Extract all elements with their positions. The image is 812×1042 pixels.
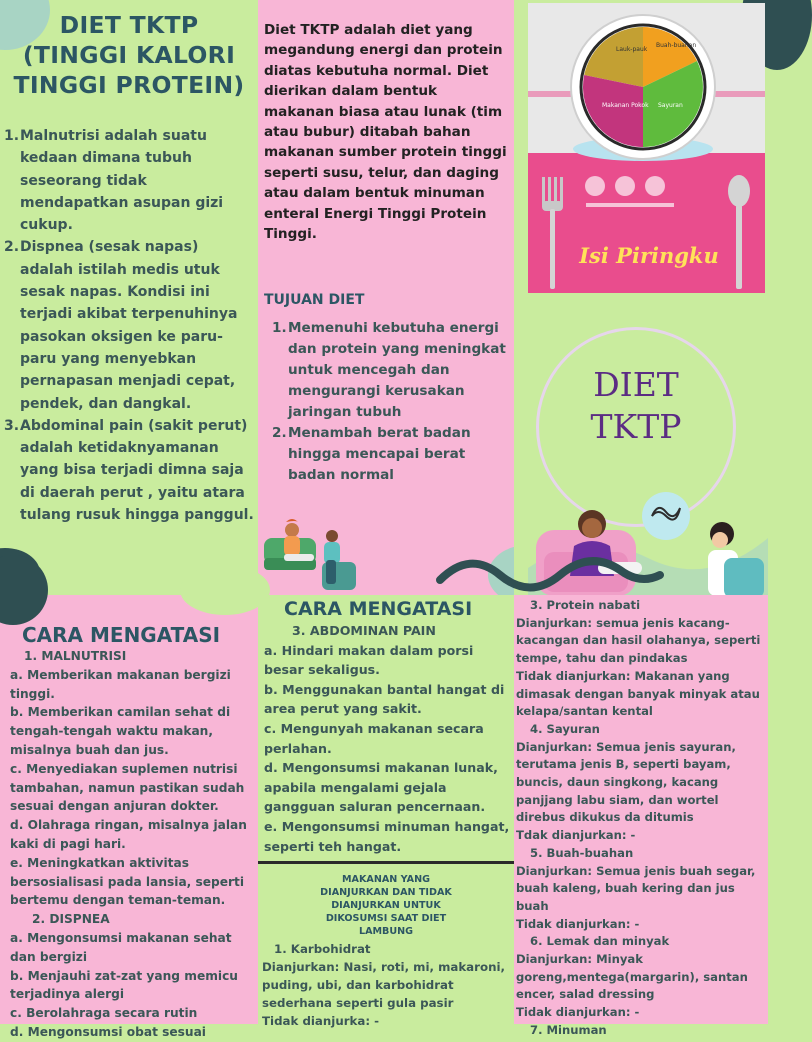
list-item: d. Mengonsumsi makanan lunak, apabila mengalami gejala gangguan saluran pencernaan. [264,760,498,815]
divider [258,861,514,864]
heading-line: DIKOSUMSI SAAT DIET [325,913,447,924]
list-item: Tdak dianjurkan: - [516,828,636,843]
list-item: a. Memberikan makanan bergizi tinggi. [10,667,231,701]
list-item: Tidak dianjurkan: Makanan yang dimasak dengan banyak minyak atau kelapa/santan kental [516,668,760,719]
cara-list [264,621,510,856]
list-item: b. Menggunakan bantal hangat di area perut yang sakit. [264,681,505,717]
tujuan-heading: TUJUAN DIET [264,292,365,308]
sub-heading: 5. Buah-buahan [530,845,634,860]
list-item: 1. Malnutrisi adalah suatu kedaan dimana tubuh seseorang tidak mendapatkan asupan gizi cukup. [4,128,224,234]
decorative-wave [440,540,660,600]
definition-list [4,125,256,526]
plate-label: Lauk-pauk [616,46,648,53]
title-line: DIET TKTP [59,11,199,39]
cover-title-line: TKTP [590,407,682,446]
heading-line: MAKANAN YANG [341,874,430,885]
list-item: d. Mengonsumsi obat sesuai [10,1024,206,1039]
plate-label: Makanan Pokok [602,102,649,109]
panel-cover [514,0,768,600]
isi-piringku-poster [528,3,765,293]
list-item: Dianjurkan: Minyak goreng,mentega(margarin), santan encer, salad dressing [516,952,748,1002]
panel-makanan [258,865,514,1028]
decorative-blob [0,555,48,625]
title-line: (TINGGI KALORI [22,41,236,69]
tujuan-list [272,318,512,486]
heading-line: LAMBUNG [358,926,414,937]
panel-makanan-lanjutan [514,595,768,1037]
sub-heading: 1. MALNUTRISI [24,649,127,663]
spoon-icon [724,173,754,291]
list-item: Tidak dianjurkan: - [516,916,640,931]
title-line: TINGGI PROTEIN) [13,71,245,99]
sub-heading: 7. Minuman [530,1022,607,1037]
cover-title-line: DIET [593,365,679,404]
panel-intro [258,0,514,600]
fork-icon [538,173,568,291]
list-item: 3. Abdominal pain (sakit perut) adalah ketidaknyamanan yang bisa terjadi dimna saja di daerah perut , yaitu atara tulang rusuk hingga panggul. [4,417,254,524]
sub-heading: 4. Sayuran [530,721,600,736]
list-item: c. Mengunyah makanan secara perlahan. [264,720,484,756]
isi-piringku-brand: Isi Piringku [579,243,719,268]
section-heading: CARA MENGATASI [22,623,221,647]
list-item: c. Menyediakan suplemen nutrisi tambahan, namun pastikan sudah sesuai dengan anjuran dokter. [10,761,245,814]
makanan-list [516,597,768,1040]
list-item: 2. Menambah berat badan hingga mencapai berat badan normal [272,425,471,483]
panel-definitions [0,0,258,560]
brochure-title [0,10,258,100]
activity-icons [580,171,680,221]
list-item: Dianjurkan: Nasi, roti, mi, makaroni, puding, ubi, dan karbohidrat sederhana seperti gula pasir [262,960,505,1010]
list-item: e. Mengonsumsi minuman hangat, seperti teh hangat. [264,818,510,854]
sub-heading: 3. Protein nabati [530,598,641,612]
list-item: 2. Dispnea (sesak napas) adalah istilah medis utuk sesak napas. Kondisi ini terjadi akibat terpenuhinya pasokan oksigen ke paru-paru yang menyebkan pernapasan menjadi cepat, pendek, dan dangkal. [4,239,238,412]
list-item: b. Memberikan camilan sehat di tengah-tengah waktu makan, misalnya buah dan jus. [10,705,231,757]
section-heading: CARA MENGATASI [284,598,473,620]
list-item: a. Mengonsumsi makanan sehat dan bergizi [10,930,232,964]
list-item: d. Olahraga ringan, misalnya jalan kaki di pagi hari. [10,818,247,851]
counselling-illustration [262,518,362,596]
list-item: Dianjurkan: Semua jenis sayuran, terutama jenis B, seperti bayam, buncis, daun singkong, kacang panjjang labu siam, dan wortel direbus dikukus da ditumis [516,739,736,825]
sub-heading: 1. Karbohidrat [274,942,371,956]
sub-heading: 3. ABDOMINAN PAIN [292,623,436,638]
plate-label: Buah-buahan [656,42,697,49]
list-item: e. Meningkatkan aktivitas bersosialisasi pada lansia, seperti bertemu dengan teman-teman. [10,855,245,908]
cover-title [539,364,733,448]
list-item: 1. Memenuhi kebutuha energi dan protein yang meningkat untuk mencegah dan mengurangi kerusakan jaringan tubuh [272,320,506,420]
makanan-heading [258,873,514,938]
heading-line: DIANJURKAN DAN TIDAK [320,887,452,898]
list-item: c. Berolahraga secara rutin [10,1006,198,1021]
plate-icon [568,9,718,169]
list-item: Dianjurkan: semua jenis kacang-kacangan dan hasil olahanya, seperti tempe, tahu dan pindakas [516,615,761,666]
list-item: b. Menjauhi zat-zat yang memicu terjadinya alergi [10,968,238,1002]
list-item: Tidak dianjurkan: - [516,1005,640,1020]
decorative-blob [180,565,270,615]
heading-line: DIANJURKAN UNTUK [331,900,441,911]
panel-cara-mengatasi-2 [258,595,514,865]
cara-list [10,647,256,1042]
makanan-list [262,940,512,1030]
panel-cara-mengatasi-1 [0,595,258,1039]
list-item: Dianjurkan: Semua jenis buah segar, buah kaleng, buah kering dan jus buah [516,863,756,913]
plate-label: Sayuran [658,102,683,109]
list-item: a. Hindari makan dalam porsi besar sekaligus. [264,642,474,678]
sub-heading: 2. DISPNEA [32,912,110,927]
sub-heading: 6. Lemak dan minyak [530,934,670,949]
list-item: Tidak dianjurka: - [262,1014,380,1028]
intro-paragraph: Diet TKTP adalah diet yang megandung energi dan protein diatas kebutuha normal. Diet dierikan dalam bentuk makanan biasa atau lunak (tim atau bubur) ditabah bahan makanan sumber protein tinggi seperti susu, telur, dan daging atau dalam bentuk minuman enteral Energi Tinggi Protein Tinggi. [264,22,507,243]
